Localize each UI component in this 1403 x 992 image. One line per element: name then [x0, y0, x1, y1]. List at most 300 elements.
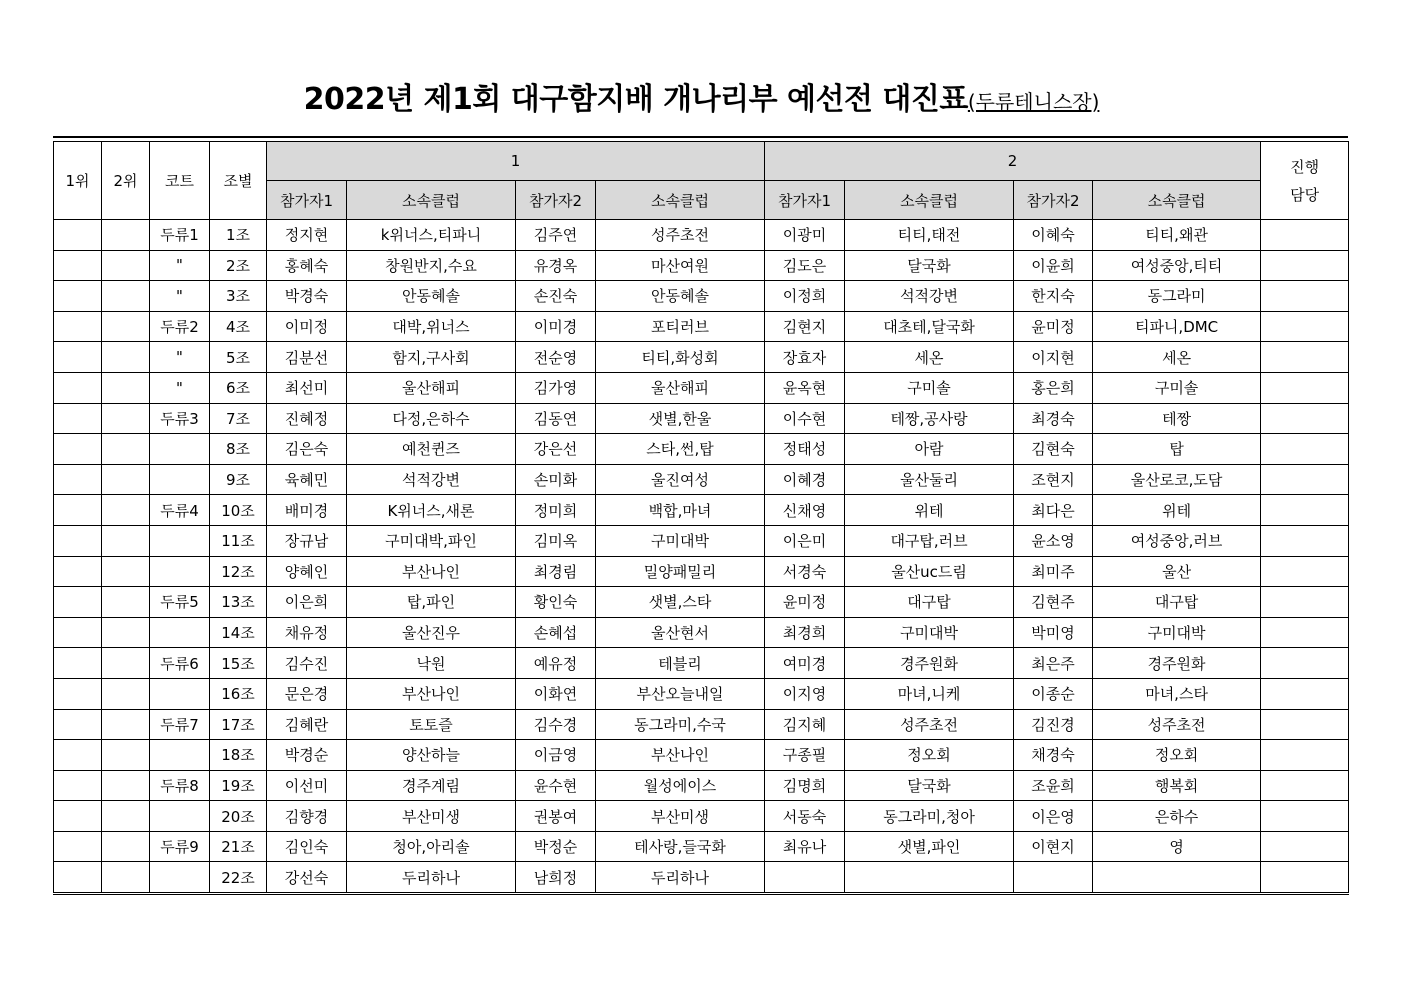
table-row	[54, 311, 1349, 342]
cell-r2-club1: 구미대박	[845, 617, 1014, 648]
cell-r2-participant1: 최유나	[765, 831, 845, 862]
cell-r2-club1: 대구탑	[845, 587, 1014, 618]
top-rule	[53, 136, 1348, 138]
cell-progress	[1261, 831, 1349, 862]
cell-r2-club2: 동그라미	[1093, 281, 1261, 312]
header-progress-line2: 담당	[1290, 185, 1320, 204]
cell-r1-club2: 안동혜솔	[596, 281, 765, 312]
cell-rank1	[54, 281, 102, 312]
cell-r2-participant2	[1014, 862, 1093, 894]
cell-r1-club1: 울산진우	[347, 617, 516, 648]
header-progress-line1: 진행	[1290, 157, 1320, 176]
cell-group: 18조	[210, 740, 267, 771]
cell-group: 19조	[210, 770, 267, 801]
cell-group: 13조	[210, 587, 267, 618]
cell-court: 두류9	[150, 831, 210, 862]
cell-court: "	[150, 281, 210, 312]
cell-r2-participant1: 윤미정	[765, 587, 845, 618]
cell-court: "	[150, 372, 210, 403]
cell-rank2	[102, 342, 150, 373]
cell-r1-club2: 스타,썬,탑	[596, 434, 765, 465]
cell-r1-club2: 백합,마녀	[596, 495, 765, 526]
cell-r1-participant1: 배미경	[267, 495, 347, 526]
cell-r1-participant1: 김혜란	[267, 709, 347, 740]
cell-r2-participant1: 윤옥현	[765, 372, 845, 403]
table-row	[54, 220, 1349, 251]
cell-r2-participant2: 최은주	[1014, 648, 1093, 679]
cell-r1-participant1: 이미정	[267, 311, 347, 342]
cell-r2-club2: 울산로코,도담	[1093, 464, 1261, 495]
cell-r1-participant2: 손혜섭	[516, 617, 596, 648]
cell-r1-club1: 두리하나	[347, 862, 516, 894]
cell-r1-club1: 토토즐	[347, 709, 516, 740]
cell-r1-participant1: 정지현	[267, 220, 347, 251]
cell-r2-club1: 정오회	[845, 740, 1014, 771]
table-row	[54, 372, 1349, 403]
header-progress	[1261, 142, 1349, 220]
cell-group: 11조	[210, 525, 267, 556]
table-body	[54, 220, 1349, 894]
cell-group: 4조	[210, 311, 267, 342]
cell-r1-participant2: 김가영	[516, 372, 596, 403]
cell-r1-participant2: 이화연	[516, 678, 596, 709]
cell-r2-participant2: 채경숙	[1014, 740, 1093, 771]
cell-r1-participant2: 유경옥	[516, 250, 596, 281]
table-row	[54, 281, 1349, 312]
cell-progress	[1261, 556, 1349, 587]
cell-r2-participant1: 서동숙	[765, 801, 845, 832]
cell-rank1	[54, 709, 102, 740]
cell-court: 두류2	[150, 311, 210, 342]
cell-r1-club2: 부산미생	[596, 801, 765, 832]
cell-r1-participant2: 정미희	[516, 495, 596, 526]
header-round2: 2	[765, 142, 1261, 181]
cell-r2-club1: 위테	[845, 495, 1014, 526]
cell-group: 20조	[210, 801, 267, 832]
cell-r2-club2: 영	[1093, 831, 1261, 862]
cell-r1-participant2: 김동연	[516, 403, 596, 434]
table-row	[54, 495, 1349, 526]
cell-progress	[1261, 617, 1349, 648]
cell-rank1	[54, 372, 102, 403]
cell-r2-club2: 구미대박	[1093, 617, 1261, 648]
document-title	[0, 74, 1403, 118]
cell-rank2	[102, 678, 150, 709]
cell-court	[150, 862, 210, 894]
cell-rank2	[102, 525, 150, 556]
table-row	[54, 587, 1349, 618]
cell-r1-participant2: 황인숙	[516, 587, 596, 618]
cell-r2-club1: 달국화	[845, 250, 1014, 281]
cell-r2-participant2: 윤소영	[1014, 525, 1093, 556]
cell-r2-club1	[845, 862, 1014, 894]
cell-r1-club1: 울산해피	[347, 372, 516, 403]
cell-rank2	[102, 648, 150, 679]
cell-progress	[1261, 648, 1349, 679]
cell-r1-participant1: 강선숙	[267, 862, 347, 894]
cell-r1-club1: 석적강변	[347, 464, 516, 495]
cell-r1-participant2: 권봉여	[516, 801, 596, 832]
cell-r1-club2: 마산여원	[596, 250, 765, 281]
cell-progress	[1261, 770, 1349, 801]
cell-r2-participant1: 이수현	[765, 403, 845, 434]
table-row	[54, 678, 1349, 709]
cell-group: 12조	[210, 556, 267, 587]
cell-r2-participant1: 이혜경	[765, 464, 845, 495]
cell-court: 두류5	[150, 587, 210, 618]
cell-r1-club2: 테블리	[596, 648, 765, 679]
cell-r2-participant1: 서경숙	[765, 556, 845, 587]
cell-group: 2조	[210, 250, 267, 281]
cell-rank1	[54, 862, 102, 894]
cell-rank1	[54, 342, 102, 373]
cell-r2-participant2: 이지현	[1014, 342, 1093, 373]
cell-rank1	[54, 403, 102, 434]
cell-r1-club1: 양산하늘	[347, 740, 516, 771]
cell-progress	[1261, 862, 1349, 894]
header-r2-participant1: 참가자1	[765, 181, 845, 220]
cell-r1-club1: 구미대박,파인	[347, 525, 516, 556]
cell-r1-club1: 안동혜솔	[347, 281, 516, 312]
cell-r2-club2: 울산	[1093, 556, 1261, 587]
cell-r1-club2: 부산나인	[596, 740, 765, 771]
cell-group: 17조	[210, 709, 267, 740]
cell-r1-participant1: 최선미	[267, 372, 347, 403]
cell-r1-club2: 울진여성	[596, 464, 765, 495]
table-row	[54, 403, 1349, 434]
cell-progress	[1261, 403, 1349, 434]
cell-rank1	[54, 648, 102, 679]
cell-r2-participant1: 신채영	[765, 495, 845, 526]
cell-group: 3조	[210, 281, 267, 312]
cell-r1-club2: 샛별,스타	[596, 587, 765, 618]
header-group: 조별	[210, 142, 267, 220]
cell-r2-club2: 성주초전	[1093, 709, 1261, 740]
cell-r1-club1: 창원반지,수요	[347, 250, 516, 281]
cell-r1-club1: K위너스,새론	[347, 495, 516, 526]
cell-rank2	[102, 495, 150, 526]
cell-r2-club1: 티티,태전	[845, 220, 1014, 251]
cell-group: 15조	[210, 648, 267, 679]
cell-r1-club1: 탑,파인	[347, 587, 516, 618]
cell-r1-club1: 청아,아리솔	[347, 831, 516, 862]
cell-r1-club1: 경주계림	[347, 770, 516, 801]
cell-r2-club1: 마녀,니케	[845, 678, 1014, 709]
cell-group: 10조	[210, 495, 267, 526]
cell-r1-participant2: 김수경	[516, 709, 596, 740]
cell-rank1	[54, 617, 102, 648]
cell-progress	[1261, 709, 1349, 740]
cell-r1-participant2: 이미경	[516, 311, 596, 342]
cell-rank2	[102, 311, 150, 342]
cell-r1-participant1: 김향경	[267, 801, 347, 832]
cell-r1-participant2: 손진숙	[516, 281, 596, 312]
cell-court: "	[150, 250, 210, 281]
cell-group: 22조	[210, 862, 267, 894]
cell-r1-club2: 구미대박	[596, 525, 765, 556]
table-row	[54, 342, 1349, 373]
cell-r2-club1: 성주초전	[845, 709, 1014, 740]
cell-court: "	[150, 342, 210, 373]
cell-progress	[1261, 587, 1349, 618]
header-court: 코트	[150, 142, 210, 220]
cell-r1-club2: 샛별,한울	[596, 403, 765, 434]
cell-court	[150, 740, 210, 771]
table-header	[54, 142, 1349, 220]
cell-progress	[1261, 372, 1349, 403]
cell-r2-club1: 달국화	[845, 770, 1014, 801]
cell-r2-club1: 아람	[845, 434, 1014, 465]
cell-progress	[1261, 342, 1349, 373]
cell-r2-club1: 세온	[845, 342, 1014, 373]
cell-rank2	[102, 862, 150, 894]
cell-r1-participant2: 박정순	[516, 831, 596, 862]
cell-r1-club2: 울산현서	[596, 617, 765, 648]
cell-r2-participant1: 이지영	[765, 678, 845, 709]
cell-r1-participant2: 최경림	[516, 556, 596, 587]
cell-r1-club2: 울산해피	[596, 372, 765, 403]
cell-rank2	[102, 740, 150, 771]
cell-r2-participant2: 최미주	[1014, 556, 1093, 587]
cell-rank1	[54, 740, 102, 771]
header-r1-participant1: 참가자1	[267, 181, 347, 220]
cell-court	[150, 434, 210, 465]
cell-r2-participant1: 이은미	[765, 525, 845, 556]
cell-r1-club2: 테사랑,들국화	[596, 831, 765, 862]
cell-r1-club1: 부산나인	[347, 556, 516, 587]
cell-r2-participant1: 최경희	[765, 617, 845, 648]
cell-court: 두류4	[150, 495, 210, 526]
cell-r2-club1: 경주원화	[845, 648, 1014, 679]
cell-progress	[1261, 678, 1349, 709]
cell-r1-club1: 대박,위너스	[347, 311, 516, 342]
cell-progress	[1261, 434, 1349, 465]
cell-court: 두류7	[150, 709, 210, 740]
cell-group: 21조	[210, 831, 267, 862]
cell-r2-participant2: 박미영	[1014, 617, 1093, 648]
cell-progress	[1261, 464, 1349, 495]
cell-group: 7조	[210, 403, 267, 434]
cell-r2-participant1: 장효자	[765, 342, 845, 373]
cell-r2-participant1	[765, 862, 845, 894]
cell-r1-club1: 다정,은하수	[347, 403, 516, 434]
cell-r2-participant1: 김지혜	[765, 709, 845, 740]
cell-r1-participant2: 윤수현	[516, 770, 596, 801]
cell-r1-participant1: 진혜정	[267, 403, 347, 434]
table-row	[54, 862, 1349, 894]
cell-r2-club1: 울산uc드림	[845, 556, 1014, 587]
cell-rank1	[54, 250, 102, 281]
cell-rank2	[102, 770, 150, 801]
table-row	[54, 709, 1349, 740]
cell-r1-participant2: 강은선	[516, 434, 596, 465]
cell-r1-participant2: 예유정	[516, 648, 596, 679]
cell-r1-club1: 함지,구사회	[347, 342, 516, 373]
draw-table	[53, 141, 1349, 895]
cell-r2-club1: 샛별,파인	[845, 831, 1014, 862]
cell-court: 두류8	[150, 770, 210, 801]
cell-rank1	[54, 770, 102, 801]
cell-r1-participant1: 김은숙	[267, 434, 347, 465]
cell-r2-club2: 마녀,스타	[1093, 678, 1261, 709]
header-r2-club1: 소속클럽	[845, 181, 1014, 220]
cell-r2-participant2: 김현숙	[1014, 434, 1093, 465]
cell-court	[150, 556, 210, 587]
cell-r1-participant1: 육혜민	[267, 464, 347, 495]
cell-rank1	[54, 220, 102, 251]
cell-r2-club2: 위테	[1093, 495, 1261, 526]
cell-r1-participant1: 김수진	[267, 648, 347, 679]
cell-group: 14조	[210, 617, 267, 648]
cell-group: 8조	[210, 434, 267, 465]
cell-r2-club2: 정오회	[1093, 740, 1261, 771]
cell-rank2	[102, 372, 150, 403]
cell-r2-club1: 울산둘리	[845, 464, 1014, 495]
cell-r2-participant1: 이정희	[765, 281, 845, 312]
cell-rank1	[54, 831, 102, 862]
cell-court	[150, 617, 210, 648]
table-row	[54, 801, 1349, 832]
cell-r2-participant1: 김명희	[765, 770, 845, 801]
cell-r2-participant2: 홍은희	[1014, 372, 1093, 403]
header-r1-club1: 소속클럽	[347, 181, 516, 220]
table-row	[54, 525, 1349, 556]
cell-rank2	[102, 464, 150, 495]
cell-progress	[1261, 311, 1349, 342]
cell-r1-participant1: 장규남	[267, 525, 347, 556]
cell-court	[150, 801, 210, 832]
cell-r1-participant2: 전순영	[516, 342, 596, 373]
cell-r2-club1: 석적강변	[845, 281, 1014, 312]
cell-rank1	[54, 678, 102, 709]
cell-progress	[1261, 281, 1349, 312]
cell-r2-club2: 은하수	[1093, 801, 1261, 832]
cell-r1-club2: 포티러브	[596, 311, 765, 342]
cell-progress	[1261, 740, 1349, 771]
header-r2-participant2: 참가자2	[1014, 181, 1093, 220]
table-row	[54, 617, 1349, 648]
cell-r2-participant2: 이윤희	[1014, 250, 1093, 281]
cell-r1-club2: 부산오늘내일	[596, 678, 765, 709]
title-main: 2022년 제1회 대구함지배 개나리부 예선전 대진	[303, 82, 940, 117]
cell-rank2	[102, 403, 150, 434]
cell-rank1	[54, 556, 102, 587]
cell-r2-participant2: 이종순	[1014, 678, 1093, 709]
cell-r1-participant1: 박경숙	[267, 281, 347, 312]
cell-r2-club2: 행복회	[1093, 770, 1261, 801]
cell-r2-club1: 테짱,공사랑	[845, 403, 1014, 434]
cell-r2-club2: 대구탑	[1093, 587, 1261, 618]
cell-r1-club1: 부산미생	[347, 801, 516, 832]
header-round1: 1	[267, 142, 765, 181]
table-row	[54, 648, 1349, 679]
cell-rank2	[102, 250, 150, 281]
cell-r1-club1: 낙원	[347, 648, 516, 679]
cell-rank2	[102, 801, 150, 832]
cell-r2-club2	[1093, 862, 1261, 894]
cell-group: 16조	[210, 678, 267, 709]
cell-r1-club2: 성주초전	[596, 220, 765, 251]
cell-r2-club2: 티파니,DMC	[1093, 311, 1261, 342]
cell-r2-participant2: 김현주	[1014, 587, 1093, 618]
cell-r2-club1: 대구탑,러브	[845, 525, 1014, 556]
cell-r1-club2: 두리하나	[596, 862, 765, 894]
cell-rank1	[54, 464, 102, 495]
cell-rank1	[54, 587, 102, 618]
cell-rank2	[102, 587, 150, 618]
cell-r2-club2: 여성중앙,러브	[1093, 525, 1261, 556]
cell-r2-club2: 세온	[1093, 342, 1261, 373]
cell-r2-participant2: 이현지	[1014, 831, 1093, 862]
cell-progress	[1261, 220, 1349, 251]
cell-r2-club2: 테짱	[1093, 403, 1261, 434]
table-row	[54, 740, 1349, 771]
table-row	[54, 556, 1349, 587]
cell-r2-participant2: 최다은	[1014, 495, 1093, 526]
cell-rank1	[54, 801, 102, 832]
header-r2-club2: 소속클럽	[1093, 181, 1261, 220]
cell-rank2	[102, 617, 150, 648]
cell-r1-participant2: 이금영	[516, 740, 596, 771]
header-rank1: 1위	[54, 142, 102, 220]
cell-r2-club1: 대초테,달국화	[845, 311, 1014, 342]
cell-r1-participant1: 김분선	[267, 342, 347, 373]
cell-rank2	[102, 220, 150, 251]
cell-r2-participant2: 조윤희	[1014, 770, 1093, 801]
cell-rank2	[102, 831, 150, 862]
cell-court: 두류1	[150, 220, 210, 251]
cell-progress	[1261, 495, 1349, 526]
cell-r2-club1: 구미솔	[845, 372, 1014, 403]
cell-rank2	[102, 556, 150, 587]
cell-r2-club1: 동그라미,청아	[845, 801, 1014, 832]
cell-court: 두류3	[150, 403, 210, 434]
table-row	[54, 770, 1349, 801]
cell-r2-club2: 여성중앙,티티	[1093, 250, 1261, 281]
cell-r1-participant1: 홍혜숙	[267, 250, 347, 281]
cell-r2-club2: 경주원화	[1093, 648, 1261, 679]
cell-r2-participant1: 김현지	[765, 311, 845, 342]
cell-group: 6조	[210, 372, 267, 403]
cell-r1-participant2: 김주연	[516, 220, 596, 251]
cell-r1-club1: 예천퀸즈	[347, 434, 516, 465]
cell-r2-participant2: 김진경	[1014, 709, 1093, 740]
table-row	[54, 250, 1349, 281]
table-row	[54, 831, 1349, 862]
cell-r1-club2: 동그라미,수국	[596, 709, 765, 740]
cell-rank2	[102, 709, 150, 740]
cell-r2-participant2: 이혜숙	[1014, 220, 1093, 251]
header-rank2: 2위	[102, 142, 150, 220]
cell-r1-participant2: 김미옥	[516, 525, 596, 556]
cell-r1-club2: 밀양패밀리	[596, 556, 765, 587]
cell-r2-participant1: 구종필	[765, 740, 845, 771]
cell-r2-participant2: 한지숙	[1014, 281, 1093, 312]
cell-r1-participant1: 이은희	[267, 587, 347, 618]
cell-r1-participant1: 이선미	[267, 770, 347, 801]
title-main-tail: 표	[939, 82, 968, 117]
table-row	[54, 434, 1349, 465]
cell-group: 5조	[210, 342, 267, 373]
cell-progress	[1261, 250, 1349, 281]
cell-rank1	[54, 311, 102, 342]
cell-group: 1조	[210, 220, 267, 251]
cell-r1-club1: k위너스,티파니	[347, 220, 516, 251]
cell-court: 두류6	[150, 648, 210, 679]
header-r1-club2: 소속클럽	[596, 181, 765, 220]
cell-r1-participant1: 채유정	[267, 617, 347, 648]
cell-r2-club2: 티티,왜관	[1093, 220, 1261, 251]
